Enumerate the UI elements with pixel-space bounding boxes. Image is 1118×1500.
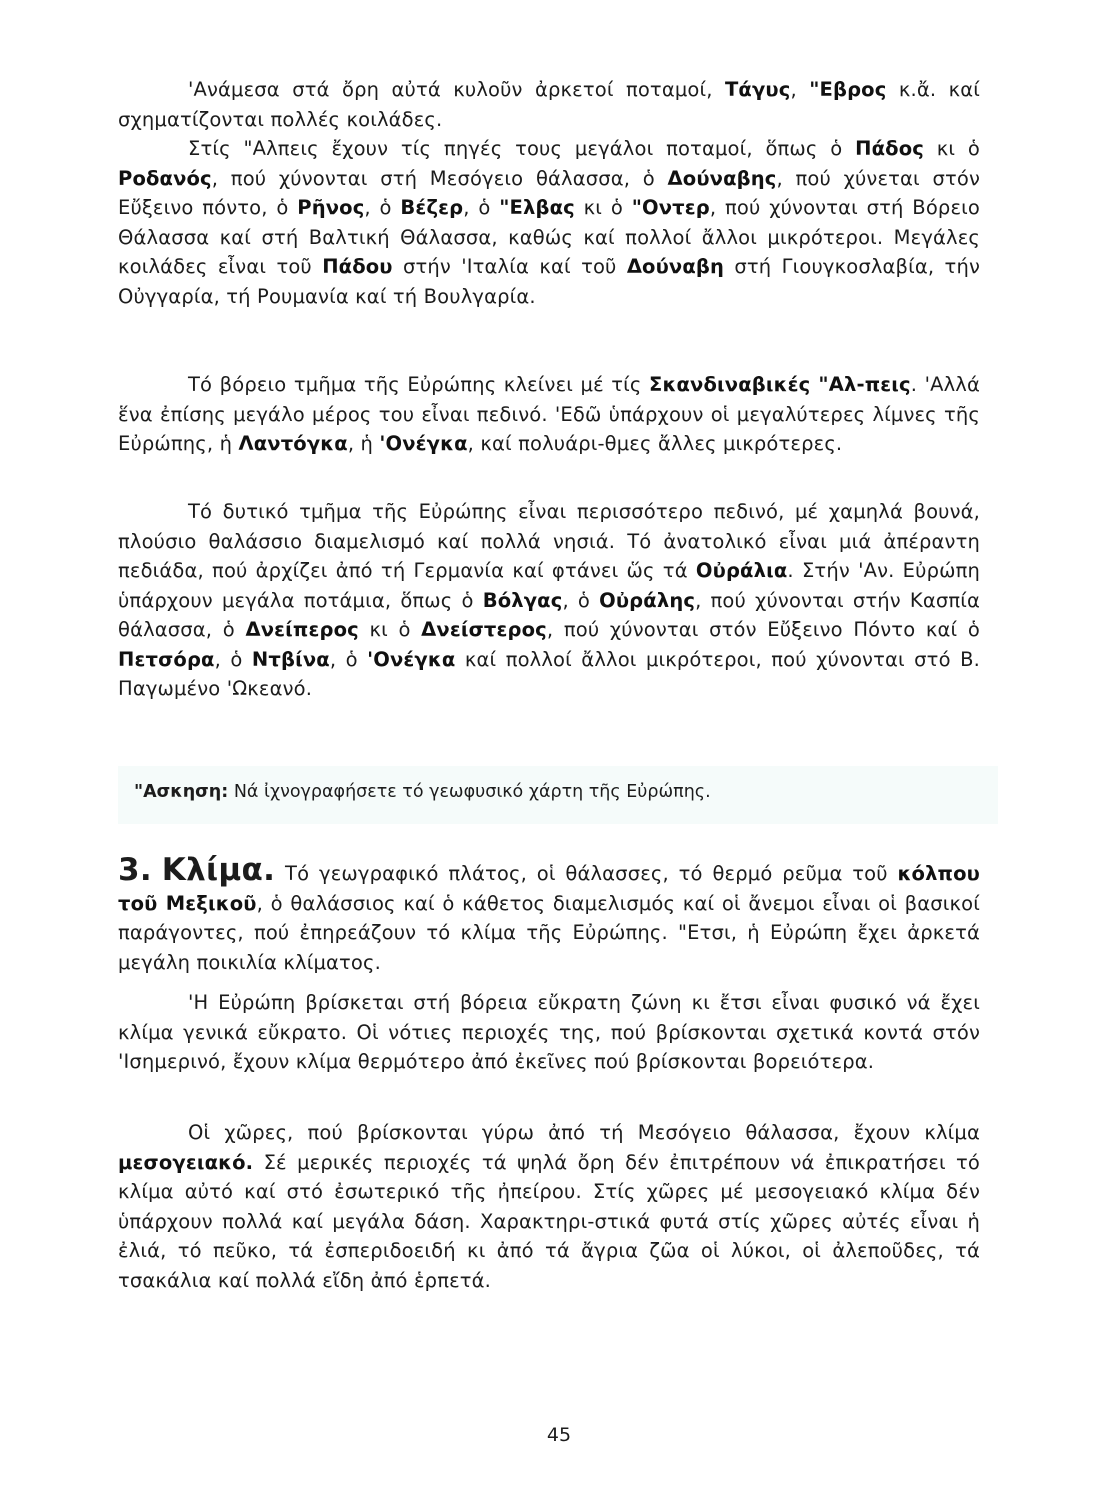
paragraph-mediterranean: Οἱ χῶρες, πού βρίσκονται γύρω ἀπό τή Μεσόγειο θάλασσα, ἔχουν κλίμα μεσογειακό. Σέ μερικές περιοχές τά ψηλά ὄρη δέν ἐπιτρέπουν νά ἐπικρατήσει τό κλίμα αὐτό καί στό ἐσωτερικό τῆς ἠπείρου. Στίς χῶρες μέ μεσογειακό κλίμα δέν ὑπάρχουν πολλά καί μεγάλα δάση. Χαρακτηρι-στικά φυτά στίς χῶρες αὐτές εἶναι ἡ ἐλιά, τό πεῦκο, τά ἐσπεριδοειδή κι ἀπό τά ἄγρια ζῶα οἱ λύκοι, οἱ ἀλεποῦδες, τά τσακάλια καί πολλά εἴδη ἀπό ἑρπετά. [118, 1121, 980, 1292]
exercise-label: "Ασκηση: [134, 782, 229, 802]
section-title: Κλίμα. [161, 852, 276, 888]
page-number: 45 [546, 1424, 572, 1446]
paragraph-climate-factors: 3. Κλίμα. Τό γεωγραφικό πλάτος, οἱ θάλασσες, τό θερμό ρεῦμα τοῦ κόλπου τοῦ Μεξικοῦ, ὁ θαλάσσιος καί ὁ κάθετος διαμελισμός καί οἱ ἄνεμοι εἶναι οἱ βασικοί παράγοντες, πού ἐπηρεάζουν τό κλίμα τῆς Εὐρώπης. "Ετσι, ἡ Εὐρώπη ἔχει ἀρκετά μεγάλη ποικιλία κλίματος. [118, 852, 980, 974]
exercise-text: "Ασκηση: Νά ἰχνογραφήσετε τό γεωφυσικό χάρτη τῆς Εὐρώπης. [134, 782, 711, 802]
paragraph-rivers-intro: 'Ανάμεσα στά ὄρη αὐτά κυλοῦν ἀρκετοί ποταμοί, Τάγυς, "Εβρος κ.ἄ. καί σχηματίζονται πολλές κοιλάδες. [118, 78, 980, 131]
paragraph-north-europe: Τό βόρειο τμῆμα τῆς Εὐρώπης κλείνει μέ τίς Σκανδιναβικές "Αλ-πεις. 'Αλλά ἕνα ἐπίσης μεγάλο μέρος του εἶναι πεδινό. 'Εδῶ ὑπάρχουν οἱ μεγαλύτερες λίμνες τῆς Εὐρώπης, ἡ Λαντόγκα, ἡ 'Ονέγκα, καί πολυάρι-θμες ἄλλες μικρότερες. [118, 373, 980, 455]
paragraph-alps-rivers: Στίς "Αλπεις ἔχουν τίς πηγές τους μεγάλοι ποταμοί, ὅπως ὁ Πάδος κι ὁ Ροδανός, πού χύνονται στή Μεσόγειο θάλασσα, ὁ Δούναβης, πού χύνεται στόν Εὔξεινο πόντο, ὁ Ρῆνος, ὁ Βέζερ, ὁ "Ελβας κι ὁ "Οντερ, πού χύνονται στή Βόρειο Θάλασσα καί στή Βαλτική Θάλασσα, καθώς καί πολλοί ἄλλοι μικρότεροι. Μεγάλες κοιλάδες εἶναι τοῦ Πάδου στήν 'Ιταλία καί τοῦ Δούναβη στή Γιουγκοσλαβία, τήν Οὐγγαρία, τή Ρουμανία καί τή Βουλγαρία. [118, 137, 981, 308]
paragraph-west-east-europe: Τό δυτικό τμῆμα τῆς Εὐρώπης εἶναι περισσότερο πεδινό, μέ χαμηλά βουνά, πλούσιο θαλάσσιο διαμελισμό καί πολλά νησιά. Τό ἀνατολικό εἶναι μιά ἀπέραντη πεδιάδα, πού ἀρχίζει ἀπό τή Γερμανία καί φτάνει ὥς τά Οὐράλια. Στήν 'Αν. Εὐρώπη ὑπάρχουν μεγάλα ποτάμια, ὅπως ὁ Βόλγας, ὁ Οὐράλης, πού χύνονται στήν Κασπία θάλασσα, ὁ Δνείπερος κι ὁ Δνείστερος, πού χύνονται στόν Εὔξεινο Πόντο καί ὁ Πετσόρα, ὁ Ντβίνα, ὁ 'Ονέγκα καί πολλοί ἄλλοι μικρότεροι, πού χύνονται στό Β. Παγωμένο 'Ωκεανό. [118, 500, 980, 700]
section-number: 3. [118, 852, 152, 888]
paragraph-temperate-zone: 'Η Εὐρώπη βρίσκεται στή βόρεια εὔκρατη ζώνη κι ἔτσι εἶναι φυσικό νά ἔχει κλίμα γενικά εὔκρατο. Οἱ νότιες περιοχές της, πού βρίσκονται σχετικά κοντά στόν 'Ισημερινό, ἔχουν κλίμα θερμότερο ἀπό ἐκεῖνες πού βρίσκονται βορειότερα. [118, 991, 980, 1073]
exercise-box [118, 766, 998, 824]
